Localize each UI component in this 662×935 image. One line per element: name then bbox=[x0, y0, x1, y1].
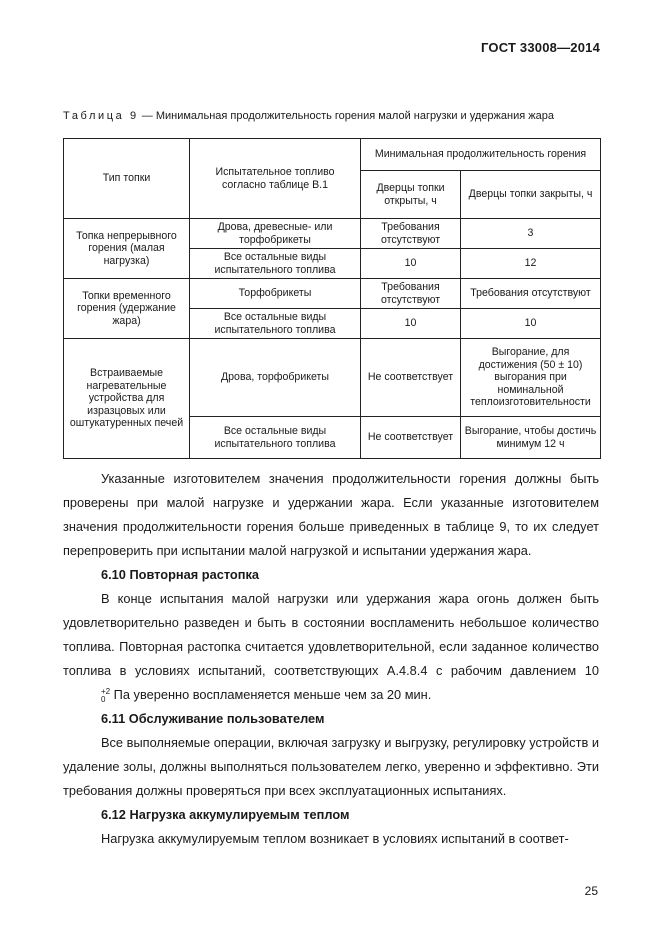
section-heading: 6.11 Обслуживание пользователем bbox=[101, 711, 325, 726]
table-9 bbox=[63, 138, 601, 459]
cell-fuel: Торфобрикеты bbox=[190, 279, 361, 309]
cell-closed: Выгорание, для достижения (50 ± 10) выгорания при номинальной теплоизготовительности bbox=[461, 339, 601, 417]
cell-fuel: Все остальные виды испытательного топлива bbox=[190, 417, 361, 459]
section-heading: 6.10 Повторная растопка bbox=[101, 567, 259, 582]
paragraph: Нагрузка аккумулируемым теплом возникает в условиях испытаний в соответ- bbox=[101, 831, 569, 846]
paragraph bbox=[63, 587, 599, 707]
paragraph: Указанные изготовителем значения продолжительности горения должны быть проверены при малой нагрузке и удержании жара. Если указанные изготовителем значения продолжительности горения больше приведенных в таблице 9, то их следует перепроверить при испытании малой нагрузкой и испытании удержания жара. bbox=[63, 471, 599, 558]
document-header: ГОСТ 33008—2014 bbox=[481, 40, 600, 55]
cell-open: Требования отсутствуют bbox=[361, 279, 461, 309]
cell-closed: 10 bbox=[461, 309, 601, 339]
paragraph: Все выполняемые операции, включая загрузку и выгрузку, регулировку устройств и удаление золы, должны выполняться пользователем легко, уверенно и эффективно. Эти требования должны проверяться при всех эксплуатационных испытаниях. bbox=[63, 735, 599, 798]
row-type: Топки временного горения (удержание жара) bbox=[64, 279, 190, 339]
cell-fuel: Дрова, торфобрикеты bbox=[190, 339, 361, 417]
cell-closed: Требования отсутствуют bbox=[461, 279, 601, 309]
cell-fuel: Все остальные виды испытательного топлива bbox=[190, 249, 361, 279]
table-caption-text: — Минимальная продолжительность горения малой нагрузки и удержания жара bbox=[138, 110, 554, 122]
header-doors-open: Дверцы топки открыты, ч bbox=[361, 171, 461, 219]
header-min-duration: Минимальная продолжительность горения bbox=[361, 139, 601, 171]
cell-open: 10 bbox=[361, 249, 461, 279]
cell-open: Требования отсутствуют bbox=[361, 219, 461, 249]
pressure-base: 10 bbox=[584, 663, 599, 678]
pressure-tolerance-upper: +2 bbox=[101, 686, 111, 696]
table-caption-label: Таблица 9 bbox=[63, 110, 139, 122]
cell-fuel: Дрова, древесные- или торфобрикеты bbox=[190, 219, 361, 249]
body-text bbox=[63, 467, 599, 851]
page-number: 25 bbox=[584, 884, 598, 898]
cell-open: 10 bbox=[361, 309, 461, 339]
cell-closed: 3 bbox=[461, 219, 601, 249]
header-fuel: Испытательное топливо согласно таблице В.1 bbox=[190, 139, 361, 219]
header-doors-closed: Дверцы топки закрыты, ч bbox=[461, 171, 601, 219]
pressure-tolerance-lower: 0 bbox=[101, 694, 106, 704]
row-type: Встраиваемые нагревательные устройства для изразцовых или оштукатуренных печей bbox=[64, 339, 190, 459]
row-type: Топка непрерывного горения (малая нагрузка) bbox=[64, 219, 190, 279]
cell-open: Не соответствует bbox=[361, 339, 461, 417]
table-caption bbox=[63, 110, 601, 123]
section-heading: 6.12 Нагрузка аккумулируемым теплом bbox=[101, 807, 350, 822]
cell-closed: Выгорание, чтобы достичь минимум 12 ч bbox=[461, 417, 601, 459]
cell-fuel: Все остальные виды испытательного топлива bbox=[190, 309, 361, 339]
paragraph-text: Па уверенно воспламеняется меньше чем за 20 мин. bbox=[110, 687, 432, 702]
cell-closed: 12 bbox=[461, 249, 601, 279]
paragraph-text: В конце испытания малой нагрузки или удержания жара огонь должен быть удовлетворительно разведен и быть в состоянии воспламенить небольшое количество топлива. Повторная растопка считается удовлетворительной, если заданное количество топлива в условиях испытаний, соответствующих А.4.8.4 с рабочим давлением bbox=[63, 591, 599, 678]
header-type: Тип топки bbox=[64, 139, 190, 219]
cell-open: Не соответствует bbox=[361, 417, 461, 459]
